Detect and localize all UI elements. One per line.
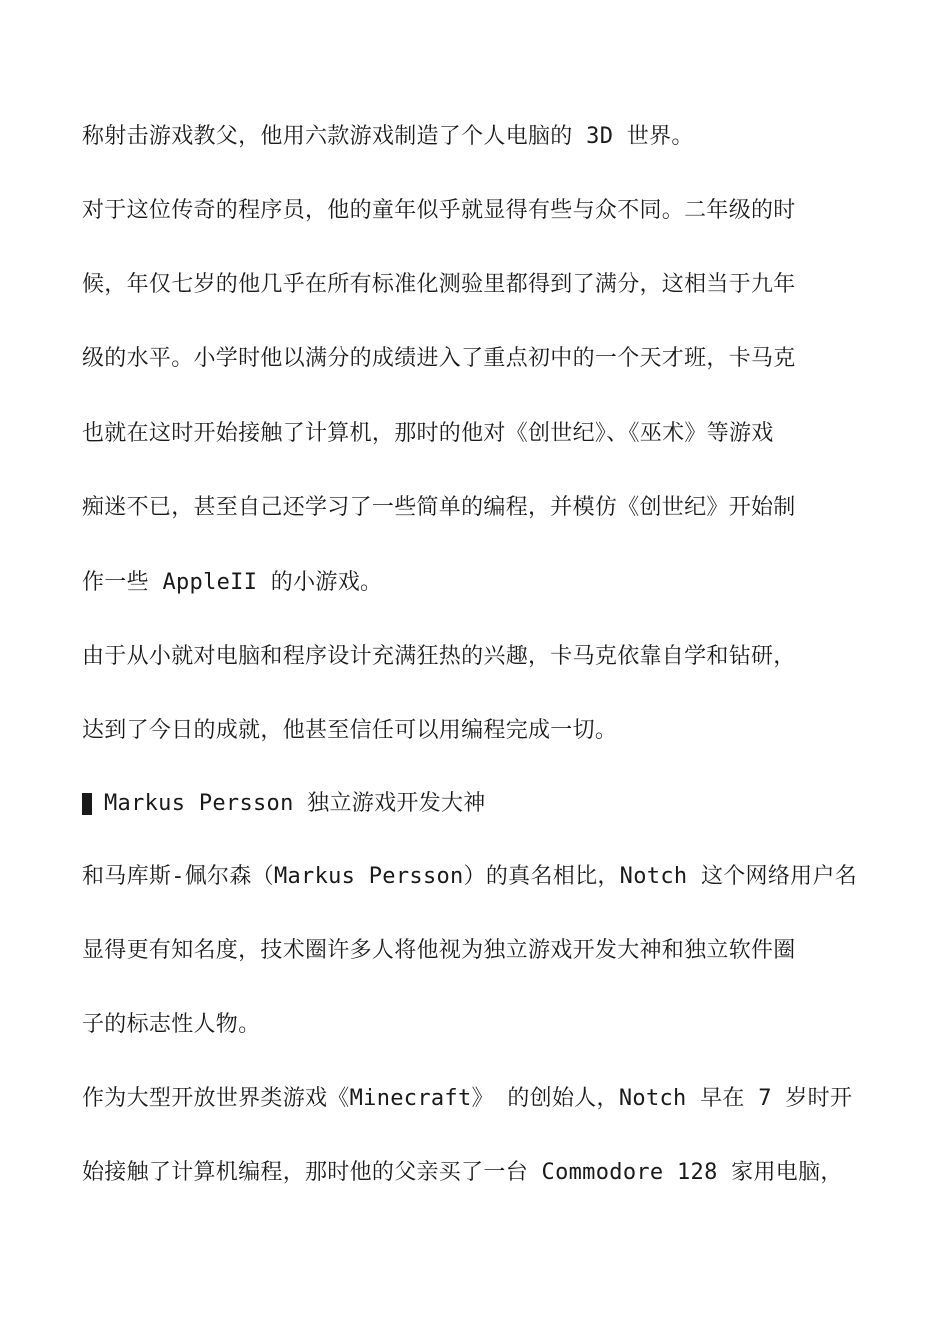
text-line: 级的水平。小学时他以满分的成绩进入了重点初中的一个天才班，卡马克 [82,346,796,371]
text-line: 称射击游戏教父，他用六款游戏制造了个人电脑的 3D 世界。 [82,124,694,149]
text-line: 作一些 AppleII 的小游戏。 [82,570,383,595]
text-line: 子的标志性人物。 [82,1012,261,1037]
text-line: 也就在这时开始接触了计算机，那时的他对《创世纪》、《巫术》等游戏 [82,421,774,446]
heading-bullet-icon [82,793,92,815]
text-line: 显得更有知名度，技术圈许多人将他视为独立游戏开发大神和独立软件圈 [82,938,796,963]
section-heading-text: Markus Persson 独立游戏开发大神 [104,791,486,816]
section-heading [82,789,882,819]
text-line: 对于这位传奇的程序员，他的童年似乎就显得有些与众不同。二年级的时 [82,198,796,223]
text-line: 作为大型开放世界类游戏《Minecraft》 的创始人，Notch 早在 7 岁时开 [82,1086,853,1111]
text-line: 始接触了计算机编程，那时他的父亲买了一台 Commodore 128 家用电脑， [82,1160,843,1185]
text-line: 候，年仅七岁的他几乎在所有标准化测验里都得到了满分，这相当于九年 [82,272,796,297]
text-line: 和马库斯-佩尔森（Markus Persson）的真名相比，Notch 这个网络用户名 [82,864,858,889]
text-line: 达到了今日的成就，他甚至信任可以用编程完成一切。 [82,718,618,743]
text-line: 痴迷不已，甚至自己还学习了一些简单的编程，并模仿《创世纪》开始制 [82,495,796,520]
text-line: 由于从小就对电脑和程序设计充满狂热的兴趣，卡马克依靠自学和钻研， [82,644,796,669]
